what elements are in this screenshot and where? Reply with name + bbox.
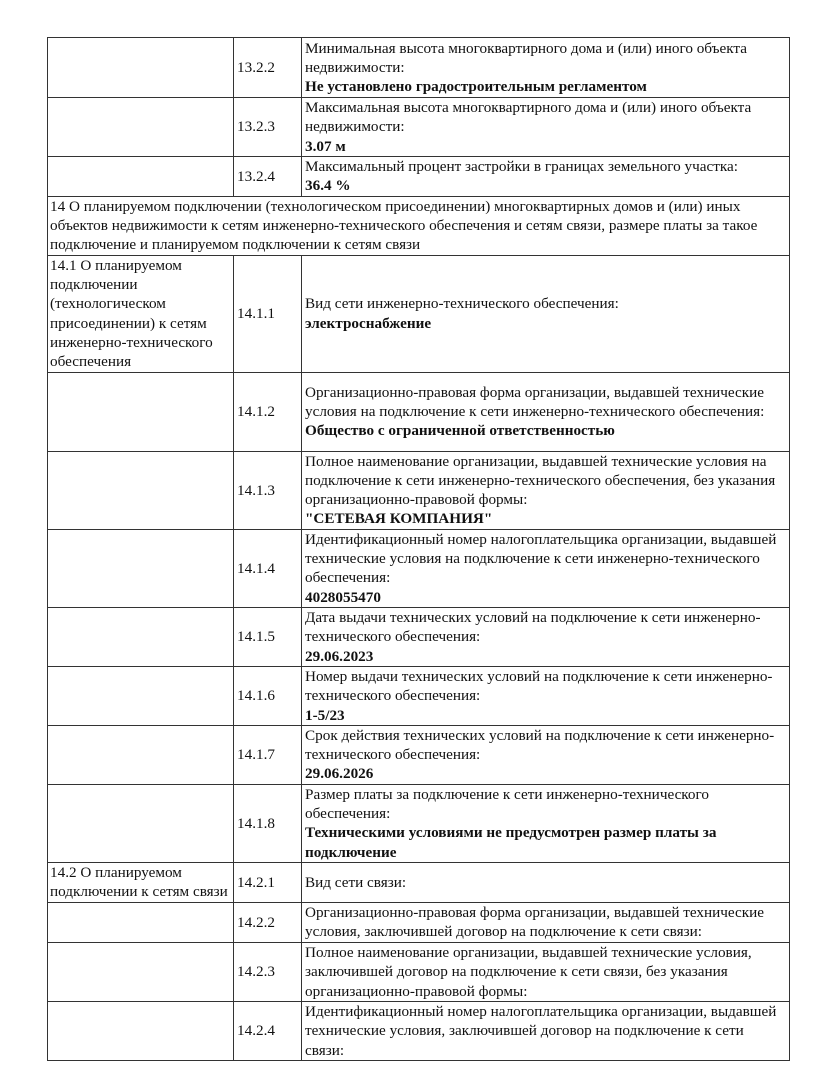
section-cell [48,666,234,725]
item-content [302,942,790,1001]
item-value: электроснабжение [305,314,432,332]
item-content [302,902,790,942]
item-number: 13.2.4 [234,156,302,196]
item-label: Организационно-правовая форма организации, выдавшей технические условия, заключившей договор на подключение к сети связи: [305,904,765,941]
table-row [48,255,790,372]
item-number: 14.2.1 [234,862,302,902]
item-value: 29.06.2023 [305,647,374,665]
item-value: "СЕТЕВАЯ КОМПАНИЯ" [305,510,493,528]
section-cell [48,38,234,98]
item-label: Полное наименование организации, выдавшей технические условия, заключившей договор на подключение к сети связи, без указания организационно-правовой формы: [305,943,752,1000]
item-label: Организационно-правовая форма организации, выдавшей технические условия на подключение к сети инженерно-технического обеспечения: [305,383,765,420]
declaration-table [47,37,790,1061]
item-label: Размер платы за подключение к сети инженерно-технического обеспечения: [305,785,709,823]
item-content [302,38,790,98]
item-number: 14.1.1 [234,255,302,372]
section-cell [48,725,234,784]
table-row [48,784,790,862]
item-label: Срок действия технических условий на подключение к сети инженерно-технического обеспечения: [305,726,775,764]
item-content [302,372,790,451]
item-content [302,607,790,666]
item-label: Вид сети инженерно-технического обеспечения: [305,295,619,313]
section-cell [48,451,234,529]
item-content [302,725,790,784]
table-row [48,862,790,902]
item-label: Вид сети связи: [305,873,407,891]
item-number: 14.2.3 [234,942,302,1001]
item-number: 14.1.5 [234,607,302,666]
item-content [302,862,790,902]
table-row [48,156,790,196]
item-number: 14.1.6 [234,666,302,725]
item-label: Максимальная высота многоквартирного дома и (или) иного объекта недвижимости: [305,99,752,136]
section-cell [48,529,234,607]
section-cell [48,942,234,1001]
item-number: 14.1.2 [234,372,302,451]
item-number: 14.1.8 [234,784,302,862]
item-content [302,1001,790,1060]
table-row [48,607,790,666]
table-row [48,942,790,1001]
item-label: Минимальная высота многоквартирного дома и (или) иного объекта недвижимости: [305,39,747,76]
item-content [302,98,790,157]
table-row [48,38,790,98]
section-cell [48,372,234,451]
item-label: Номер выдачи технических условий на подключение к сети инженерно-технического обеспечения: [305,667,773,705]
section-cell [48,784,234,862]
item-value: Техническими условиями не предусмотрен размер платы за подключение [305,824,717,861]
item-label: Идентификационный номер налогоплательщика организации, выдавшей технические условия на подключение к сети инженерно-технического обеспечения: [305,530,777,587]
table-row [48,1001,790,1060]
subsection-14-2-title: 14.2 О планируемом подключении к сетям связи [48,862,234,902]
item-value: Общество с ограниченной ответственностью [305,422,615,440]
item-value: 4028055470 [305,588,381,606]
section-cell [48,902,234,942]
item-number: 13.2.3 [234,98,302,157]
section-cell [48,98,234,157]
item-content [302,529,790,607]
item-value: 1-5/23 [305,706,345,724]
item-content [302,451,790,529]
item-number: 14.2.2 [234,902,302,942]
table-row [48,725,790,784]
item-label: Полное наименование организации, выдавшей технические условия на подключение к сети инженерно-технического обеспечения, без указания организационно-правовой формы: [305,452,776,509]
item-content [302,156,790,196]
item-content [302,255,790,372]
table-row [48,372,790,451]
section-14-title: 14 О планируемом подключении (технологическом присоединении) многоквартирных домов и (или) иных объектов недвижимости к сетям инженерно-технического обеспечения и сетям связи, размере платы за такое подключение и планируемом подключении к сетям связи [48,196,790,255]
table-row [48,98,790,157]
table-row [48,666,790,725]
item-label: Дата выдачи технических условий на подключение к сети инженерно-технического обеспечения: [305,608,761,646]
item-number: 14.1.7 [234,725,302,784]
item-content [302,784,790,862]
item-number: 13.2.2 [234,38,302,98]
item-content [302,666,790,725]
item-number: 14.1.3 [234,451,302,529]
subsection-14-1-title: 14.1 О планируемом подключении (технологическом присоединении) к сетям инженерно-технического обеспечения [48,255,234,372]
item-value: 3.07 м [305,137,346,155]
item-value: 29.06.2026 [305,765,374,783]
item-label: Максимальный процент застройки в границах земельного участка: [305,158,738,176]
item-number: 14.1.4 [234,529,302,607]
item-number: 14.2.4 [234,1001,302,1060]
section-cell [48,1001,234,1060]
item-value: 36.4 % [305,177,351,195]
table-row [48,529,790,607]
section-cell [48,156,234,196]
section-cell [48,607,234,666]
section-header-row [48,196,790,255]
table-row [48,451,790,529]
item-value: Не установлено градостроительным регламентом [305,78,647,96]
item-label: Идентификационный номер налогоплательщика организации, выдавшей технические условия, заключившей договор на подключение к сети связи: [305,1002,777,1059]
table-row [48,902,790,942]
